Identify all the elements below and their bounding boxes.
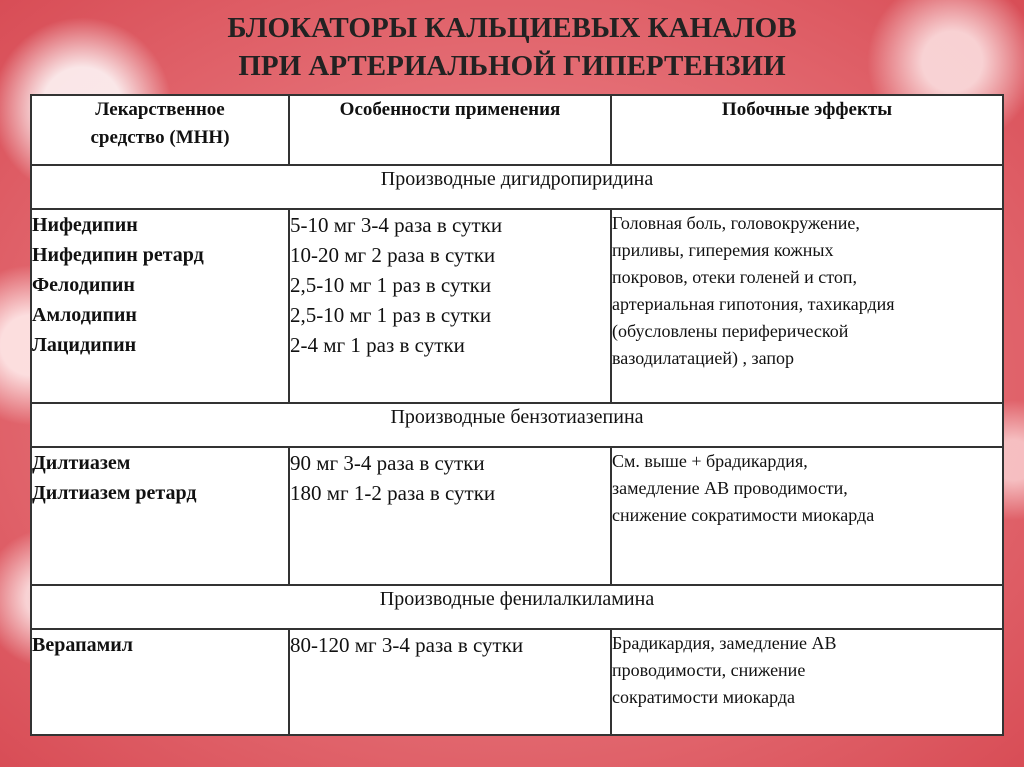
dose-text: 90 мг 3-4 раза в сутки <box>290 451 485 475</box>
table-row <box>31 209 1003 403</box>
drug-cell <box>31 447 289 585</box>
dose-cell <box>289 629 611 735</box>
header-drug-line-1: Лекарственное <box>95 99 225 120</box>
drug-name: Дилтиазем <box>32 452 131 474</box>
calcium-blockers-table <box>30 94 1004 736</box>
dose-text: 180 мг 1-2 раза в сутки <box>290 481 496 505</box>
side-effects-cell <box>611 447 1003 585</box>
side-effect-text: проводимости, снижение <box>612 660 806 680</box>
side-effects-cell <box>611 629 1003 735</box>
side-effect-text: сократимости миокарда <box>612 687 795 707</box>
title-line-2: ПРИ АРТЕРИАЛЬНОЙ ГИПЕРТЕНЗИИ <box>238 50 786 82</box>
table-row <box>31 629 1003 735</box>
header-drug <box>31 95 289 165</box>
drug-name: Фелодипин <box>32 274 135 296</box>
side-effect-text: снижение сократимости миокарда <box>612 505 875 525</box>
drug-name: Амлодипин <box>32 304 137 326</box>
drug-name: Нифедипин ретард <box>32 244 204 266</box>
dose-cell <box>289 447 611 585</box>
section-row <box>31 403 1003 447</box>
section-phenylalkylamine: Производные фенилалкиламина <box>31 585 1003 629</box>
dose-text: 10-20 мг 2 раза в сутки <box>290 243 496 267</box>
drug-name: Нифедипин <box>32 214 138 236</box>
dose-text: 2,5-10 мг 1 раз в сутки <box>290 303 492 327</box>
dose-cell <box>289 209 611 403</box>
side-effect-text: (обусловлены периферической <box>612 321 849 341</box>
page-title <box>0 9 1024 85</box>
header-usage: Особенности применения <box>289 95 611 165</box>
drug-name: Лацидипин <box>32 334 137 356</box>
section-dihydropyridine: Производные дигидропиридина <box>31 165 1003 209</box>
header-side-effects: Побочные эффекты <box>611 95 1003 165</box>
side-effect-text: Брадикардия, замедление АВ <box>612 633 837 653</box>
table-header-row <box>31 95 1003 165</box>
table-row <box>31 447 1003 585</box>
side-effect-text: приливы, гиперемия кожных <box>612 240 834 260</box>
dose-text: 2,5-10 мг 1 раз в сутки <box>290 273 492 297</box>
side-effect-text: вазодилатацией) , запор <box>612 348 794 368</box>
section-benzothiazepine: Производные бензотиазепина <box>31 403 1003 447</box>
side-effect-text: покровов, отеки голеней и стоп, <box>612 267 858 287</box>
dose-text: 80-120 мг 3-4 раза в сутки <box>290 633 524 657</box>
dose-text: 2-4 мг 1 раз в сутки <box>290 333 465 357</box>
drug-name: Дилтиазем ретард <box>32 482 197 504</box>
side-effect-text: замедление АВ проводимости, <box>612 478 848 498</box>
title-line-1: БЛОКАТОРЫ КАЛЬЦИЕВЫХ КАНАЛОВ <box>227 12 797 44</box>
side-effect-text: См. выше + брадикардия, <box>612 451 808 471</box>
side-effect-text: Головная боль, головокружение, <box>612 213 860 233</box>
dose-text: 5-10 мг 3-4 раза в сутки <box>290 213 503 237</box>
section-row <box>31 585 1003 629</box>
side-effects-cell <box>611 209 1003 403</box>
section-row <box>31 165 1003 209</box>
drug-cell <box>31 209 289 403</box>
drug-cell <box>31 629 289 735</box>
drug-name: Верапамил <box>32 634 133 656</box>
header-drug-line-2: средство (МНН) <box>90 127 230 148</box>
side-effect-text: артериальная гипотония, тахикардия <box>612 294 895 314</box>
